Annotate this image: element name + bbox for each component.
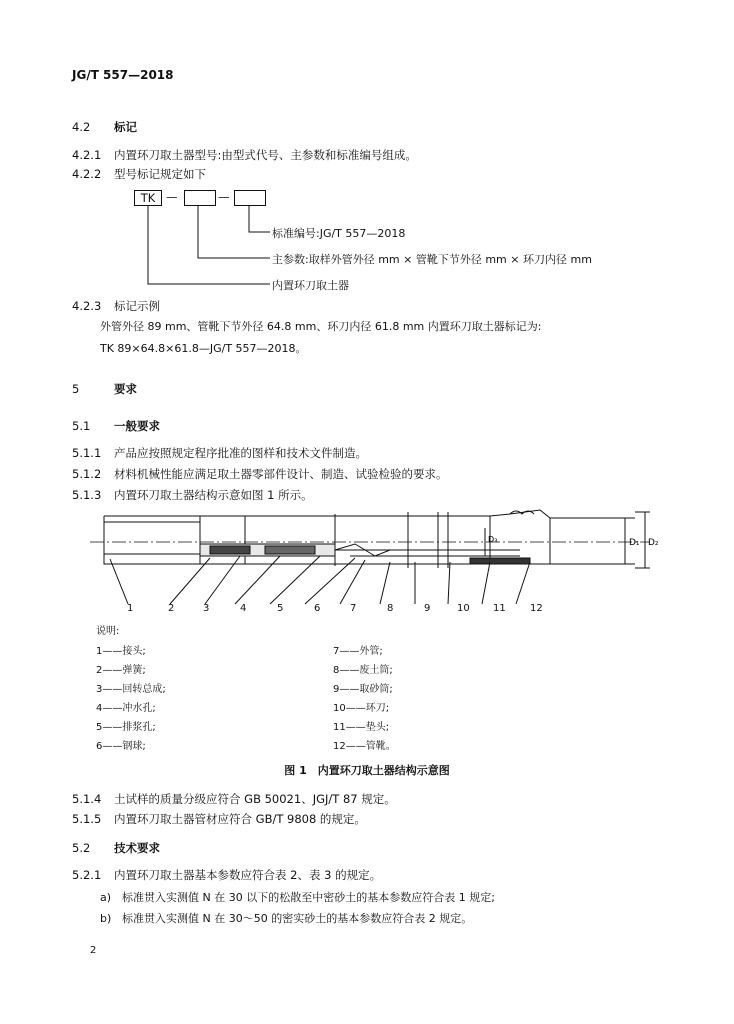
legend-item: 5——排浆孔; xyxy=(96,722,156,733)
document-code: JG/T 557—2018 xyxy=(72,68,174,82)
clause-5-1-1: 5.1.1 产品应按照规定程序批准的图样和技术文件制造。 xyxy=(72,446,367,460)
dash-1: — xyxy=(166,190,178,204)
legend-item: 4——冲水孔; xyxy=(96,703,156,714)
legend-item: 9——取砂筒; xyxy=(333,684,393,695)
legend-item: 7——外管; xyxy=(333,646,383,657)
section-5-heading: 5 要求 xyxy=(72,382,137,396)
example-marking: TK 89×64.8×61.8—JG/T 557—2018。 xyxy=(100,342,307,355)
section-5-2-heading: 5.2 技术要求 xyxy=(72,841,160,855)
label-standard-number: 标准编号:JG/T 557—2018 xyxy=(272,227,406,240)
code-box: TK xyxy=(134,190,162,206)
part-number: 8 xyxy=(387,603,394,614)
sampler-structure-drawing xyxy=(90,504,659,614)
section-4-2-heading: 4.2 标记 xyxy=(72,120,137,134)
part-number: 6 xyxy=(314,603,321,614)
clause-4-2-3: 4.2.3 标记示例 xyxy=(72,299,160,313)
legend-item: 2——弹簧; xyxy=(96,665,146,676)
part-number: 2 xyxy=(168,603,175,614)
dim-label-d2: D₂ xyxy=(648,538,659,548)
label-product-name: 内置环刀取土器 xyxy=(272,279,349,292)
legend-item: 10——环刀; xyxy=(333,703,390,714)
legend-item: 8——废土筒; xyxy=(333,665,393,676)
part-number: 4 xyxy=(240,603,247,614)
clause-5-1-5: 5.1.5 内置环刀取土器管材应符合 GB/T 9808 的规定。 xyxy=(72,812,366,826)
part-number: 5 xyxy=(277,603,284,614)
part-number: 3 xyxy=(203,603,210,614)
figure-1-caption: 图 1 内置环刀取土器结构示意图 xyxy=(284,764,450,777)
part-number: 1 xyxy=(127,603,134,614)
legend-item: 11——垫头; xyxy=(333,722,390,733)
clause-5-1-2: 5.1.2 材料机械性能应满足取土器零部件设计、制造、试验检验的要求。 xyxy=(72,467,448,481)
label-main-params: 主参数:取样外管外径 mm × 管靴下节外径 mm × 环刀内径 mm xyxy=(272,253,592,266)
legend-item: 12——管靴。 xyxy=(333,741,396,752)
list-item-a: a) 标准贯入实测值 N 在 30 以下的松散至中密砂土的基本参数应符合表 1 规定; xyxy=(100,891,495,904)
legend-item: 3——回转总成; xyxy=(96,684,166,695)
list-item-b: b) 标准贯入实测值 N 在 30～50 的密实砂土的基本参数应符合表 2 规定。 xyxy=(100,912,473,925)
clause-5-1-4: 5.1.4 土试样的质量分级应符合 GB 50021、JGJ/T 87 规定。 xyxy=(72,792,396,806)
dim-label-d3: D₃ xyxy=(488,535,498,544)
dim-label-d1: D₁ xyxy=(629,538,640,548)
clause-4-2-1: 4.2.1 内置环刀取土器型号:由型式代号、主参数和标准编号组成。 xyxy=(72,148,417,162)
clause-5-1-3: 5.1.3 内置环刀取土器结构示意如图 1 所示。 xyxy=(72,488,313,502)
section-5-1-heading: 5.1 一般要求 xyxy=(72,419,160,433)
legend-item: 1——接头; xyxy=(96,646,146,657)
legend-item: 6——钢球; xyxy=(96,741,146,752)
part-number: 7 xyxy=(350,603,357,614)
legend-title: 说明: xyxy=(96,626,120,637)
dash-2: — xyxy=(218,190,230,204)
part-number: 12 xyxy=(530,603,543,614)
part-number: 11 xyxy=(493,603,506,614)
clause-4-2-2: 4.2.2 型号标记规定如下 xyxy=(72,167,206,181)
page-number: 2 xyxy=(90,945,97,956)
part-number: 9 xyxy=(424,603,431,614)
example-text: 外管外径 89 mm、管靴下节外径 64.8 mm、环刀内径 61.8 mm 内置环刀取土器标记为: xyxy=(100,320,542,333)
clause-5-2-1: 5.2.1 内置环刀取土器基本参数应符合表 2、表 3 的规定。 xyxy=(72,868,382,882)
part-number: 10 xyxy=(457,603,470,614)
